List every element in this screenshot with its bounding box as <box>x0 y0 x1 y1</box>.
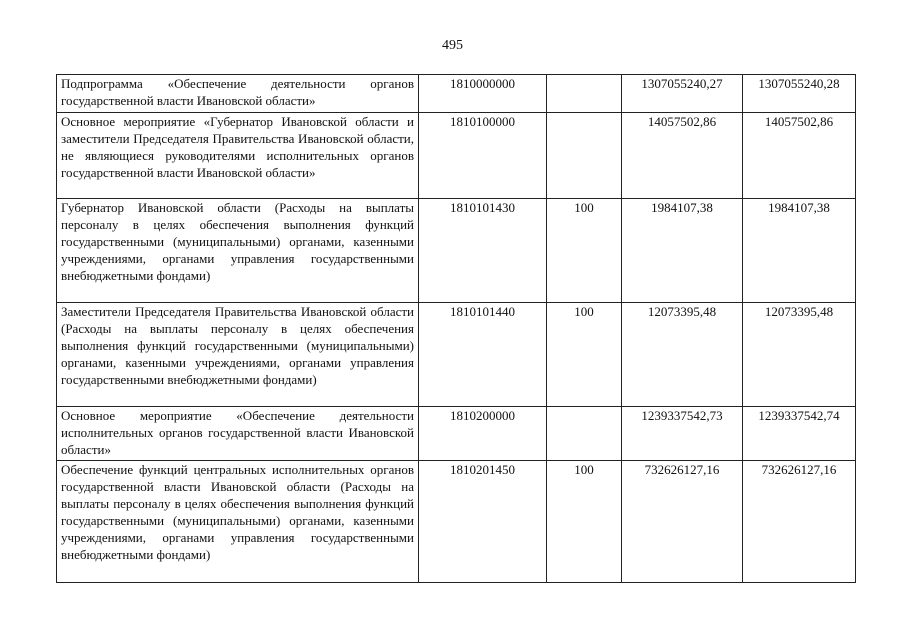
amount-cell: 732626127,16 <box>622 461 743 583</box>
amount-cell: 12073395,48 <box>622 303 743 407</box>
table-row <box>57 75 856 113</box>
amount-cell: 14057502,86 <box>743 113 856 199</box>
row-name-cell: Обеспечение функций центральных исполнительных органов государственной власти Ивановской области (Расходы на выплаты персоналу в целях обеспечения выполнения функций государственными (муниципальными) органами, казенными учреждениями, органами управления государственными внебюджетными фондами) <box>57 461 419 583</box>
table-row <box>57 407 856 461</box>
amount-cell: 732626127,16 <box>743 461 856 583</box>
target-article-code-cell: 1810201450 <box>419 461 547 583</box>
amount-cell: 1307055240,28 <box>743 75 856 113</box>
row-name-cell: Подпрограмма «Обеспечение деятельности органов государственной власти Ивановской области» <box>57 75 419 113</box>
table-row <box>57 199 856 303</box>
target-article-code-cell: 1810000000 <box>419 75 547 113</box>
amount-cell: 1239337542,74 <box>743 407 856 461</box>
amount-cell: 14057502,86 <box>622 113 743 199</box>
expense-type-code-cell <box>547 407 622 461</box>
expense-type-code-cell <box>547 75 622 113</box>
expense-type-code-cell: 100 <box>547 303 622 407</box>
table-row <box>57 461 856 583</box>
amount-cell: 12073395,48 <box>743 303 856 407</box>
row-name-cell: Основное мероприятие «Обеспечение деятельности исполнительных органов государственной власти Ивановской области» <box>57 407 419 461</box>
target-article-code-cell: 1810100000 <box>419 113 547 199</box>
amount-cell: 1307055240,27 <box>622 75 743 113</box>
table-row <box>57 303 856 407</box>
row-name-cell: Губернатор Ивановской области (Расходы на выплаты персоналу в целях обеспечения выполнения функций государственными (муниципальными) органами, казенными учреждениями, органами управления государственными внебюджетными фондами) <box>57 199 419 303</box>
row-name-cell: Основное мероприятие «Губернатор Ивановской области и заместители Председателя Правительства Ивановской области, не являющиеся руководителями исполнительных органов государственной власти Ивановской области» <box>57 113 419 199</box>
amount-cell: 1984107,38 <box>743 199 856 303</box>
target-article-code-cell: 1810101430 <box>419 199 547 303</box>
target-article-code-cell: 1810200000 <box>419 407 547 461</box>
expense-type-code-cell: 100 <box>547 461 622 583</box>
expense-type-code-cell <box>547 113 622 199</box>
target-article-code-cell: 1810101440 <box>419 303 547 407</box>
amount-cell: 1984107,38 <box>622 199 743 303</box>
table-row <box>57 113 856 199</box>
budget-table <box>56 74 856 583</box>
row-name-cell: Заместители Председателя Правительства Ивановской области (Расходы на выплаты персоналу в целях обеспечения выполнения функций государственными (муниципальными) органами, казенными учреждениями, органами управления государственными внебюджетными фондами) <box>57 303 419 407</box>
page-number: 495 <box>442 38 463 53</box>
amount-cell: 1239337542,73 <box>622 407 743 461</box>
expense-type-code-cell: 100 <box>547 199 622 303</box>
